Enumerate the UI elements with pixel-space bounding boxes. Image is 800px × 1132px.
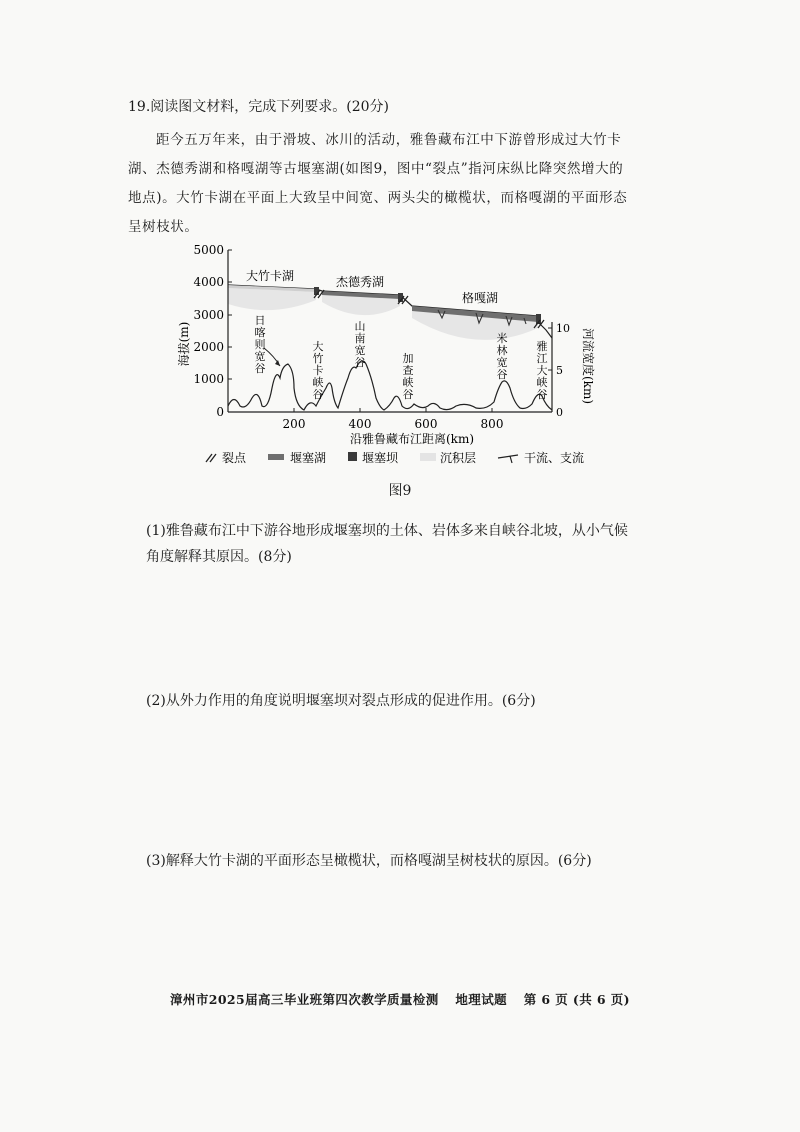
question-material: 距今五万年来，由于滑坡、冰川的活动，雅鲁藏布江中下游曾形成过大竹卡湖、杰德秀湖和格嘎湖等古堰塞湖(如图9，图中“裂点”指河床纵比降突然增大的地点)。大竹卡湖在平面上大致呈中间宽、两头尖的橄榄状，而格嘎湖的平面形态呈树枝状。 [128,132,628,235]
footer-exam-name: 漳州市2025届高三毕业班第四次教学质量检测 [170,992,439,1007]
svg-text:峡: 峡 [402,376,414,389]
main-stream-line [538,322,552,338]
question-title: 19.阅读图文材料，完成下列要求。(20分) [128,99,390,115]
footer-page-number: 第 6 页 (共 6 页) [523,992,630,1007]
y-tick-marks [228,250,232,379]
y-tick-label: 1000 [193,372,224,386]
y-tick-label: 3000 [193,308,224,322]
svg-text:大: 大 [536,364,548,377]
svg-text:宽: 宽 [254,350,266,363]
sub-question-1: (1)雅鲁藏布江中下游谷地形成堰塞坝的土体、岩体多来自峡谷北坡，从小气候角度解释其原因。(8分) [146,523,628,565]
svg-text:则: 则 [254,338,266,351]
svg-text:谷: 谷 [536,388,548,401]
x-tick-label: 800 [480,417,504,431]
lake-label: 格嘎湖 [462,291,499,305]
profile-figure [176,238,616,468]
legend-knickpoint-icon [206,454,216,462]
arrow-head-icon [275,360,280,366]
svg-text:峡: 峡 [312,376,324,389]
svg-text:宽: 宽 [354,344,366,357]
svg-text:谷: 谷 [254,362,266,375]
svg-text:雅: 雅 [536,340,548,353]
y-tick-label: 5000 [193,243,224,257]
svg-text:查: 查 [402,364,414,377]
svg-text:江: 江 [536,352,548,365]
valley-label-jiacha [403,351,414,401]
svg-text:南: 南 [354,332,366,345]
svg-text:谷: 谷 [312,388,324,401]
legend-label: 堰塞坝 [362,451,399,465]
y-axis-label: 海拔(m) [177,321,191,367]
svg-text:米: 米 [496,332,508,345]
valley-label-yajiang [537,339,548,401]
svg-text:竹: 竹 [312,352,324,365]
footer-subject: 地理试题 [455,992,507,1007]
legend-lake-icon [268,454,284,460]
svg-text:卡: 卡 [312,364,324,377]
svg-text:谷: 谷 [496,368,508,381]
svg-text:谷: 谷 [354,356,366,369]
right-tick-label: 0 [556,406,563,419]
legend-dam-icon [348,452,357,461]
page-footer [0,990,800,1008]
valley-label-rikaze [255,314,266,375]
legend-stream-icon [498,455,518,463]
x-tick-label: 600 [414,417,438,431]
svg-text:山: 山 [354,320,366,333]
valley-label-milin [497,331,508,381]
profile-chart [176,238,616,468]
legend-label: 裂点 [222,451,247,465]
svg-text:日: 日 [254,314,266,327]
svg-text:峡: 峡 [536,376,548,389]
y-tick-label: 4000 [193,275,224,289]
right-tick-label: 5 [556,364,563,377]
lake-label: 大竹卡湖 [246,269,295,283]
y-tick-label: 2000 [193,340,224,354]
right-axis-label: 河流宽度(km) [581,327,595,405]
figure-caption: 图9 [388,483,412,499]
valley-label-dazhuka [313,339,324,401]
legend-label: 堰塞湖 [290,451,327,465]
legend-label: 沉积层 [440,451,477,465]
y-tick-label: 0 [216,405,224,419]
svg-text:宽: 宽 [496,356,508,369]
svg-text:加: 加 [402,352,414,365]
valley-label-shannan [355,320,366,369]
lake-label: 杰德秀湖 [336,275,385,289]
x-axis-label: 沿雅鲁藏布江距离(km) [349,432,475,446]
legend [206,450,584,465]
svg-text:谷: 谷 [402,388,414,401]
x-tick-label: 400 [348,417,372,431]
svg-text:喀: 喀 [254,326,266,339]
svg-text:林: 林 [496,344,508,357]
right-tick-label: 10 [556,322,570,335]
legend-label: 干流、支流 [524,451,585,465]
x-tick-label: 200 [282,417,306,431]
sub-question-2: (2)从外力作用的角度说明堰塞坝对裂点形成的促进作用。(6分) [146,693,536,709]
svg-text:大: 大 [312,340,324,353]
legend-sediment-icon [420,453,436,461]
sub-question-3: (3)解释大竹卡湖的平面形态呈橄榄状，而格嘎湖呈树枝状的原因。(6分) [146,853,592,869]
